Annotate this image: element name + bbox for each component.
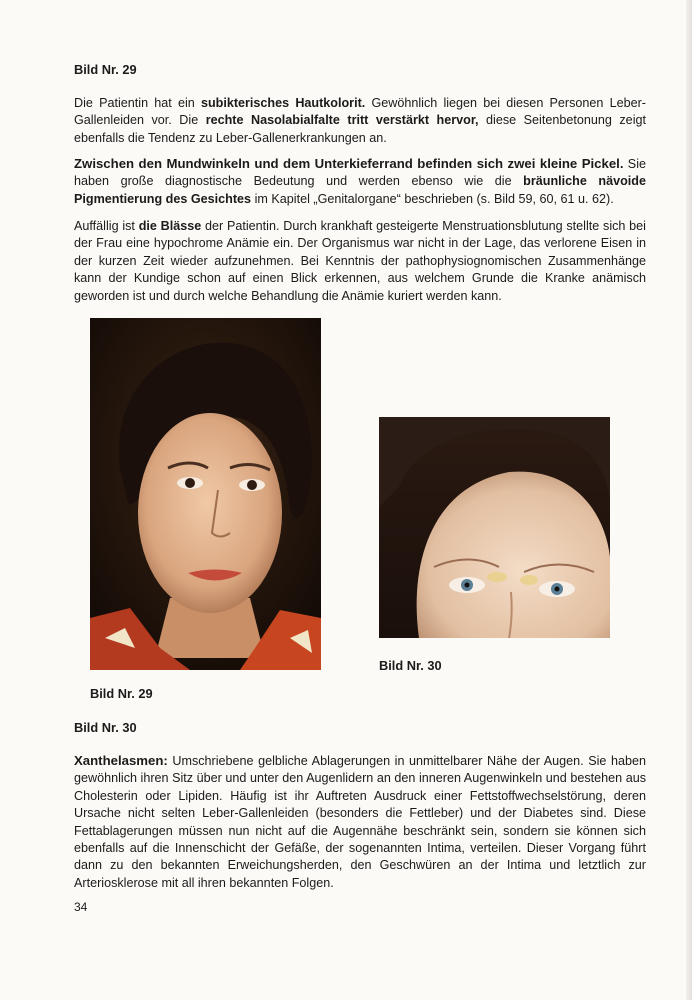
heading-bild-30: Bild Nr. 30 [74, 720, 137, 735]
caption-bild-29: Bild Nr. 29 [90, 686, 153, 701]
para4-bold-1: Xanthelasmen: [74, 753, 168, 768]
para3-text-1: Auffällig ist [74, 219, 139, 233]
page-edge [686, 0, 692, 1000]
page-number: 34 [74, 900, 88, 914]
para2-bold-2: bräunliche nävoide Pigmentierung des Gesichtes [74, 174, 646, 206]
caption-bild-30: Bild Nr. 30 [379, 658, 442, 673]
paragraph-blaesse [74, 218, 646, 305]
photo-bild-29 [90, 318, 321, 670]
heading-bild-29: Bild Nr. 29 [74, 62, 137, 77]
para1-bold-1: subikterisches Hautkolorit. [200, 96, 366, 110]
para2-bold-1: Zwischen den Mundwinkeln und dem Unterkieferrand befinden sich zwei kleine Pickel. [74, 156, 624, 171]
para1-text-3: diese Seitenbetonung zeigt ebenfalls die Tendenz zu Leber-Gallenerkrankungen an. [74, 113, 646, 145]
photo-bild-30 [379, 417, 610, 638]
portrait-woman-illustration [90, 318, 321, 670]
paragraph-pickel [74, 155, 646, 208]
para2-text-2: im Kapitel „Genitalorgane“ beschrieben (s. Bild 59, 60, 61 u. 62). [251, 191, 614, 206]
paragraph-xanthelasmen [74, 752, 646, 892]
paragraph-hautkolorit [74, 95, 646, 147]
para3-bold-1: die Blässe [138, 219, 202, 233]
para3-text-2: der Patientin. Durch krankhaft gesteigerte Menstruationsblutung stellte sich bei der Frau eine hypochrome Anämie ein. Der Organismus war nicht in der Lage, das verlorene Eisen in der kurzen Zeit wieder aufzunehmen. Bei Kenntnis der pathophysiognomischen Zusammenhänge kann der Kundige schon auf einen Blick erkennen, aus welchem Grunde die Kranke anämisch geworden ist und durch welche Behandlung die Anämie kuriert werden kann. [74, 219, 646, 303]
para2-text-1: Sie haben große diagnostische Bedeutung und werden ebenso wie die [74, 157, 646, 189]
para1-text-1: Die Patientin hat ein [74, 96, 201, 110]
para1-text-2: Gewöhnlich liegen bei diesen Personen Leber-Gallenleiden vor. Die [74, 96, 646, 128]
para4-text-1: Umschriebene gelbliche Ablagerungen in unmittelbarer Nähe der Augen. Sie haben gewöhnlich ihren Sitz über und unter den Augenlidern an den inneren Augenwinkeln und bestehen aus Cholesterin oder Lipiden. Häufig ist ihr Auftreten Ausdruck einer Fettstoffwechselstörung, deren Ursache nicht selten Leber-Gallenleiden (besonders die Fettleber) und der Diabetes sind. Diese Fettablagerungen müssen nun nicht auf die Augennähe beschränkt sein, sondern sie können sich ebenfalls auf die Innenschicht der Gefäße, der sogenannten Intima, verteilen. Dieser Vorgang führt dann zu den bekannten Erweichungsherden, den Geschwüren an der Intima und letztlich zur Arteriosklerose mit all ihren bekannten Folgen. [74, 754, 646, 890]
eyes-closeup-illustration [379, 417, 610, 638]
para1-bold-2: rechte Nasolabialfalte tritt verstärkt hervor, [205, 113, 479, 128]
